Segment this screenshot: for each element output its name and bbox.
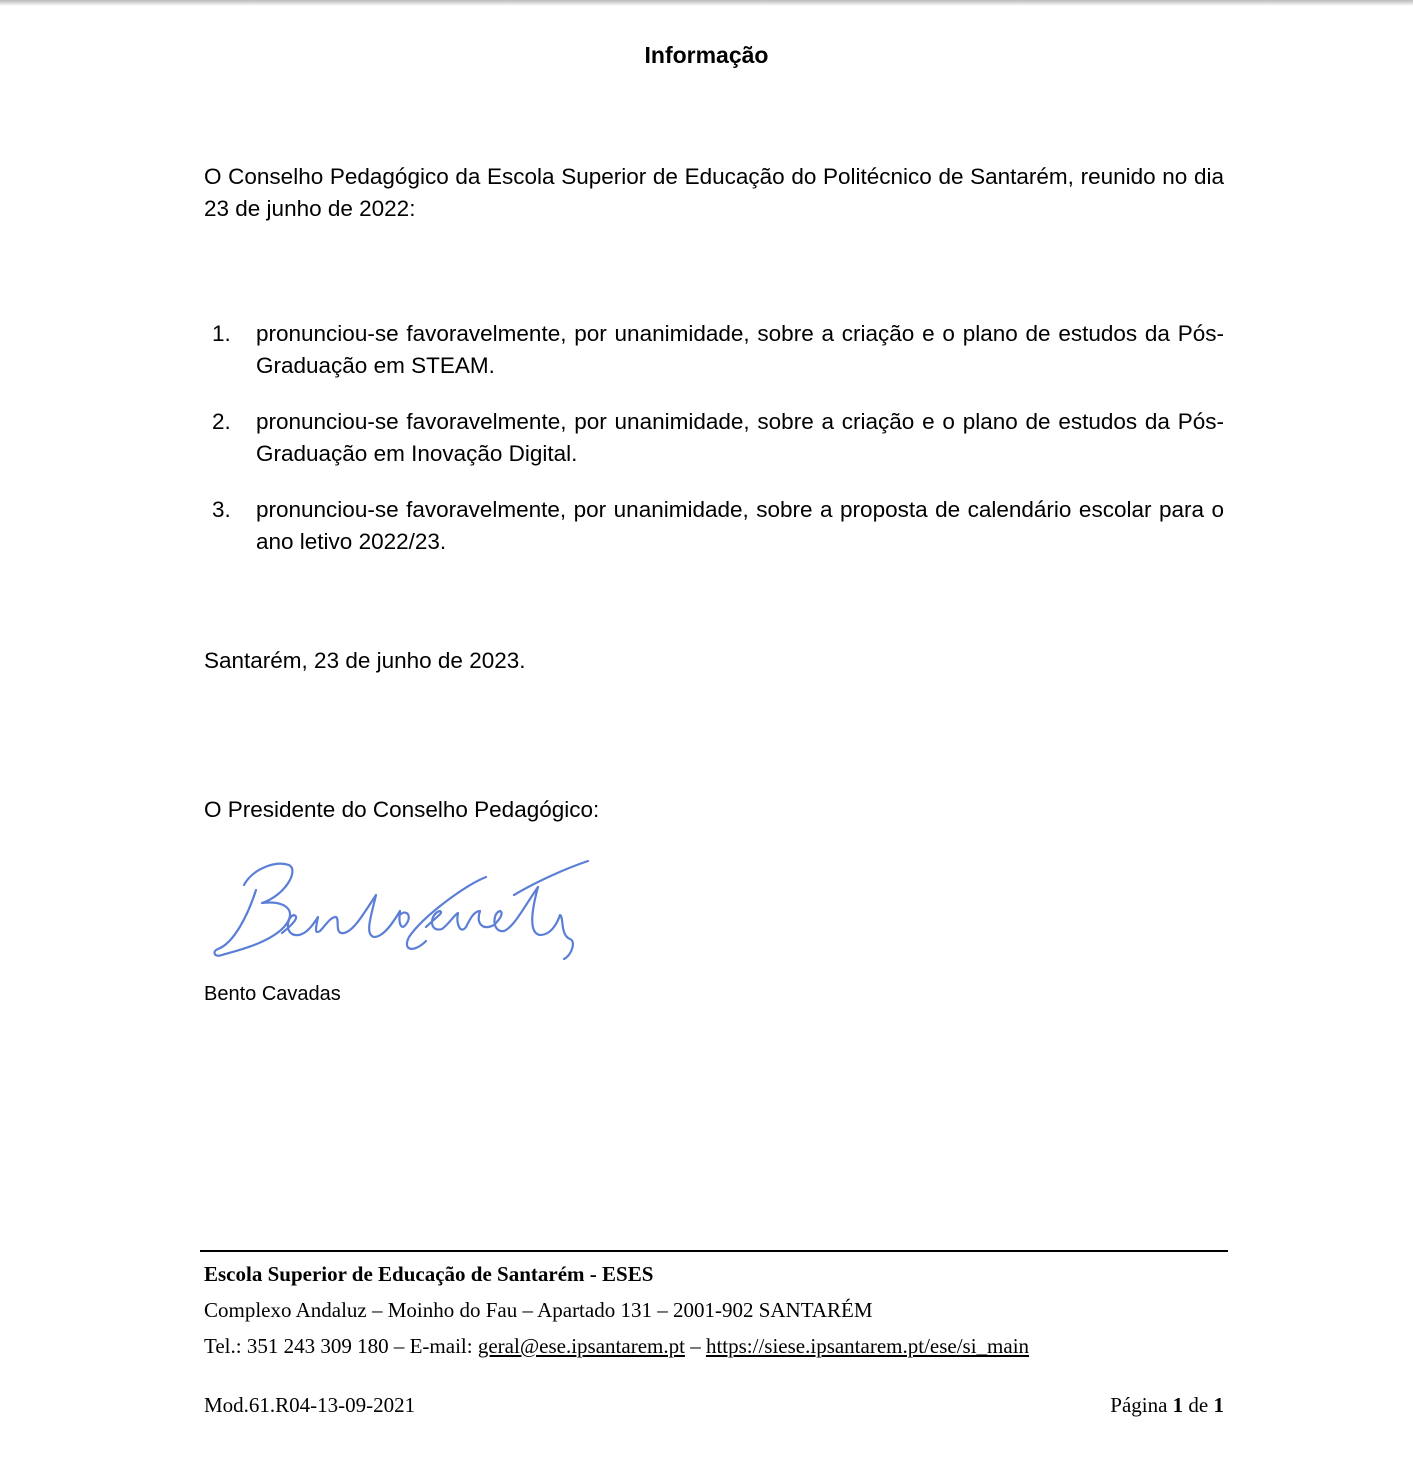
page-label: Página <box>1110 1393 1168 1417</box>
list-item-text: pronunciou-se favoravelmente, por unanimidade, sobre a proposta de calendário escolar para o ano letivo 2022/23. <box>256 497 1224 554</box>
list-item-number: 2. <box>212 409 231 434</box>
footer-address: Complexo Andaluz – Moinho do Fau – Apartado 131 – 2001-902 SANTARÉM <box>204 1298 873 1322</box>
list-item-text: pronunciou-se favoravelmente, por unanimidade, sobre a criação e o plano de estudos da Pós-Graduação em STEAM. <box>256 321 1224 378</box>
form-code: Mod.61.R04-13-09-2021 <box>204 1393 416 1417</box>
page-number <box>1110 1393 1224 1418</box>
signer-name: Bento Cavadas <box>204 983 341 1005</box>
place-and-date: Santarém, 23 de junho de 2023. <box>204 648 526 673</box>
list-item <box>204 494 1224 558</box>
footer-phone: Tel.: 351 243 309 180 – E-mail: <box>204 1334 478 1358</box>
page-of: de <box>1188 1393 1209 1417</box>
top-edge-shadow <box>0 0 1413 6</box>
signature-caption: O Presidente do Conselho Pedagógico: <box>204 797 600 822</box>
footer-divider <box>200 1250 1228 1252</box>
footer-contacts <box>204 1328 1224 1364</box>
footer-separator: – <box>684 1334 706 1358</box>
resolutions-list <box>204 318 1224 582</box>
handwritten-signature <box>204 855 604 975</box>
page-current: 1 <box>1172 1393 1184 1417</box>
footer-institution: Escola Superior de Educação de Santarém - ESES <box>204 1262 654 1286</box>
document-title: Informação <box>644 42 769 68</box>
list-item <box>204 318 1224 382</box>
footer <box>204 1256 1224 1364</box>
page-total: 1 <box>1213 1393 1224 1417</box>
intro-paragraph: O Conselho Pedagógico da Escola Superior de Educação do Politécnico de Santarém, reunido no dia 23 de junho de 2022: <box>204 164 1224 221</box>
list-item-text: pronunciou-se favoravelmente, por unanimidade, sobre a criação e o plano de estudos da Pós-Graduação em Inovação Digital. <box>256 409 1224 466</box>
list-item <box>204 406 1224 470</box>
list-item-number: 3. <box>212 497 231 522</box>
email-link[interactable]: geral@ese.ipsantarem.pt <box>477 1334 685 1358</box>
website-link[interactable]: https://siese.ipsantarem.pt/ese/si_main <box>705 1334 1030 1358</box>
list-item-number: 1. <box>212 321 231 346</box>
